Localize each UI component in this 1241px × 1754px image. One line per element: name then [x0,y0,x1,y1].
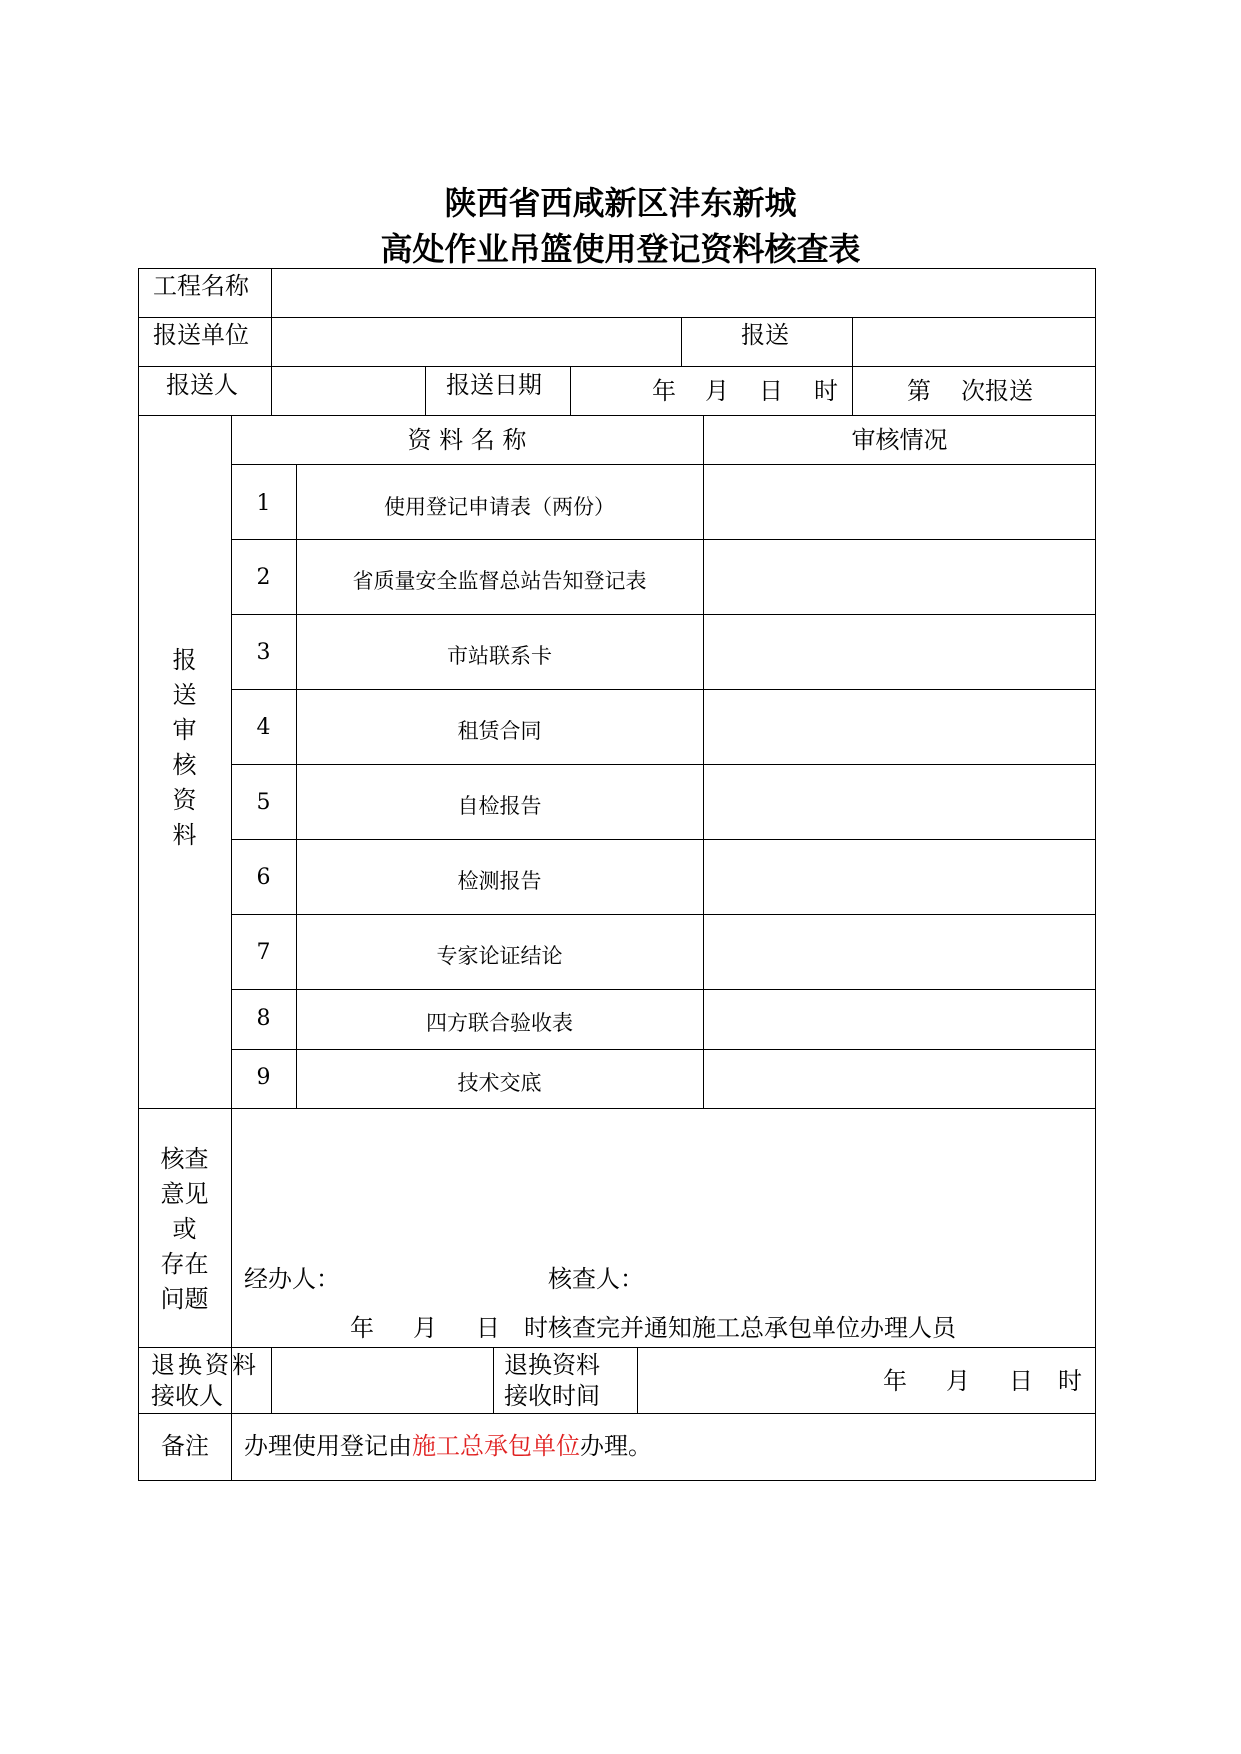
row-divider [138,1413,1096,1414]
col-divider [703,415,704,1108]
doc-name: 市站联系卡 [447,644,552,668]
row-divider [138,317,1096,318]
return-receiver-label-1: 退换资料 [151,1351,259,1379]
col-divider [637,1347,638,1413]
row-divider [231,689,1096,690]
doc-review-field[interactable] [705,466,1094,537]
return-time-label-1: 退换资料 [504,1351,600,1379]
doc-review-field[interactable] [705,991,1094,1047]
column-header-doc-name: 资 料 名 称 [407,426,527,454]
submitter-field[interactable] [273,368,423,413]
doc-review-field[interactable] [705,541,1094,612]
row-divider [231,764,1096,765]
row-divider [231,539,1096,540]
row-divider [231,989,1096,990]
doc-review-field[interactable] [705,841,1094,912]
opinion-label: 核查 意见 或 存在 问题 [160,1145,209,1313]
date-month: 月 [705,377,729,405]
check-date-month: 月 [413,1314,437,1342]
doc-number: 8 [256,1006,271,1031]
col-divider [852,317,853,415]
row-divider [231,839,1096,840]
return-receiver-label-2: 接收人 [151,1382,223,1410]
remarks-text-highlight: 施工总承包单位 [412,1432,580,1460]
form-title-line1: 陕西省西咸新区沣东新城 [444,184,797,222]
doc-review-field[interactable] [705,916,1094,987]
doc-number: 4 [256,715,271,740]
col-divider [271,1347,272,1413]
row-divider [138,1108,1096,1109]
date-day: 日 [759,377,783,405]
doc-number: 1 [256,491,271,516]
row-divider [138,366,1096,367]
doc-name: 四方联合验收表 [426,1011,573,1035]
check-date-day: 日 [476,1314,500,1342]
return-date-year: 年 [883,1367,907,1395]
row-divider [231,464,1096,465]
return-receiver-field[interactable] [273,1349,491,1411]
submit-field[interactable] [854,319,1094,364]
doc-review-field[interactable] [705,616,1094,687]
doc-number: 6 [256,865,271,890]
doc-review-field[interactable] [705,691,1094,762]
project-name-field[interactable] [273,270,1093,315]
doc-number: 3 [256,640,271,665]
handler-label: 经办人： [244,1265,340,1293]
col-divider [493,1347,494,1413]
row-divider [138,1347,1096,1348]
doc-name: 自检报告 [457,794,542,818]
submit-count-suffix: 次报送 [961,377,1033,405]
row-divider [231,1049,1096,1050]
remarks-text [244,1431,652,1461]
submit-unit-label: 报送单位 [153,321,249,349]
remarks-text-before: 办理使用登记由 [244,1432,412,1460]
row-divider [231,614,1096,615]
doc-number: 5 [256,790,271,815]
checker-label: 核查人： [548,1265,644,1293]
date-hour: 时 [814,377,838,405]
doc-name: 使用登记申请表（两份） [384,495,615,519]
submit-date-label: 报送日期 [446,371,542,399]
doc-name: 检测报告 [457,869,542,893]
doc-review-field[interactable] [705,766,1094,837]
col-divider [681,317,682,366]
project-name-label: 工程名称 [153,272,249,300]
remarks-text-after: 办理。 [580,1432,652,1460]
date-year: 年 [652,377,676,405]
col-divider [425,366,426,415]
doc-name: 专家论证结论 [436,944,563,968]
submit-count-prefix: 第 [907,377,931,405]
check-notice-text: 时核查完并通知施工总承包单位办理人员 [524,1314,956,1342]
section-label-review-docs: 报 送 审 核 资 料 [172,646,197,849]
return-date-month: 月 [946,1367,970,1395]
return-date-hour: 时 [1058,1367,1082,1395]
remarks-label: 备注 [161,1432,209,1460]
doc-number: 2 [256,565,271,590]
doc-name: 租赁合同 [457,719,542,743]
doc-name: 省质量安全监督总站告知登记表 [352,569,647,593]
doc-number: 9 [256,1065,271,1090]
check-date-year: 年 [350,1314,374,1342]
row-divider [138,415,1096,416]
submit-unit-field[interactable] [273,319,679,364]
doc-review-field[interactable] [705,1051,1094,1106]
col-divider [271,268,272,366]
return-time-label-2: 接收时间 [504,1382,600,1410]
submitter-label: 报送人 [166,371,238,399]
return-date-day: 日 [1009,1367,1033,1395]
column-header-review: 审核情况 [851,426,948,454]
doc-number: 7 [256,940,271,965]
col-divider [570,366,571,415]
opinion-field[interactable] [233,1110,1094,1250]
doc-name: 技术交底 [457,1071,542,1095]
row-divider [231,914,1096,915]
submit-label: 报送 [741,321,789,349]
form-title-line2: 高处作业吊篮使用登记资料核查表 [380,230,861,268]
col-divider [271,366,272,415]
